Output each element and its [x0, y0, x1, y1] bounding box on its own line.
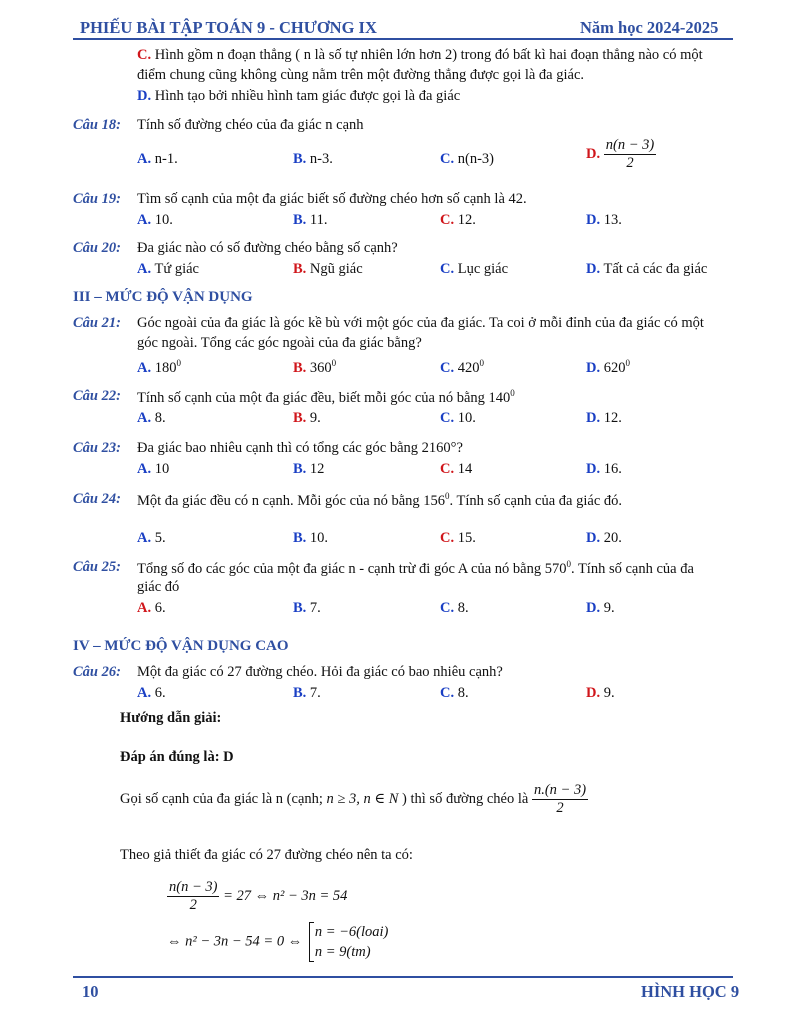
case-1: n = −6(loai)	[314, 924, 389, 940]
q19-option-d: D. 13.	[586, 212, 622, 228]
section-iv-heading: IV – MỨC ĐỘ VẬN DỤNG CAO	[73, 638, 289, 654]
q18-option-c: C. n(n-3)	[440, 151, 494, 167]
q24-label: Câu 24:	[73, 491, 121, 507]
q18-option-d: D. $\frac{n(n - 3)}{2}$	[586, 137, 655, 171]
solution-line1: Gọi số cạnh của đa giác là n (cạnh; n ≥ 3, n ∈ N ) thì số đường chéo là $\frac{n.(n - 3)}{2}$	[120, 782, 587, 816]
q21-option-c: C. $420^0$	[440, 358, 484, 376]
solution-guide-heading: Hướng dẫn giải:	[120, 710, 222, 726]
q24-text: Một đa giác đều có n cạnh. Mỗi góc của nó bằng $156^0$. Tính số cạnh của đa giác đó.	[137, 491, 623, 509]
solution-answer: Đáp án đúng là: D	[120, 749, 234, 765]
header-title: PHIẾU BÀI TẬP TOÁN 9 - CHƯƠNG IX	[80, 18, 377, 37]
q25-option-d: D. 9.	[586, 600, 615, 616]
q21-label: Câu 21:	[73, 315, 121, 331]
q26-option-c: C. 8.	[440, 685, 469, 701]
footer-rule	[73, 976, 733, 978]
q25-option-a: A. 6.	[137, 600, 166, 616]
q23-option-a: A. 10	[137, 461, 170, 477]
q21-option-b: B. $360^0$	[293, 358, 337, 376]
q23-option-b: B. 12	[293, 461, 325, 477]
q25-option-c: C. 8.	[440, 600, 469, 616]
equation-1-fraction: $\frac{n(n - 3)}{2}$	[169, 879, 218, 913]
q23-option-c: C. 14	[440, 461, 473, 477]
q20-text: Đa giác nào có số đường chéo bằng số cạnh?	[137, 240, 398, 256]
header-rule	[73, 38, 733, 40]
q25-option-b: B. 7.	[293, 600, 321, 616]
q19-option-b: B. 11.	[293, 212, 328, 228]
diagonal-formula-fraction: $\frac{n.(n - 3)}{2}$	[533, 782, 587, 816]
q24-option-b: B. 10.	[293, 530, 329, 546]
q25-text-line2: giác đó	[137, 579, 180, 595]
q21-option-d: D. $620^0$	[586, 358, 630, 376]
q18-text: Tính số đường chéo của đa giác n cạnh	[137, 117, 364, 133]
q19-text: Tìm số cạnh của một đa giác biết số đường chéo hơn số cạnh là 42.	[137, 191, 527, 207]
page-number: 10	[82, 982, 99, 1001]
q18-option-a: A. n-1.	[137, 151, 178, 167]
q21-text-line1: Góc ngoài của đa giác là góc kề bù với một góc của đa giác. Ta coi ở mỗi đỉnh của đa giác có một	[137, 315, 704, 331]
footer-subject: HÌNH HỌC 9	[641, 982, 740, 1001]
q23-option-d: D. 16.	[586, 461, 622, 477]
q20-label: Câu 20:	[73, 240, 121, 256]
header-year: Năm học 2024-2025	[580, 18, 719, 37]
q23-text: Đa giác bao nhiêu cạnh thì có tổng các góc bằng 2160°?	[137, 440, 463, 456]
prev-option-c: C. Hình gồm n đoạn thẳng ( n là số tự nhiên lớn hơn 2) trong đó bất kì hai đoạn thẳng nào có một	[137, 47, 703, 63]
q24-option-d: D. 20.	[586, 530, 622, 546]
case-bracket	[309, 922, 389, 962]
q20-option-d: D. Tất cả các đa giác	[586, 261, 708, 277]
case-2: n = 9(tm)	[314, 944, 371, 960]
q21-text-line2: góc ngoài. Tổng các góc ngoài của đa giác bằng?	[137, 335, 422, 351]
q18-label: Câu 18:	[73, 117, 121, 133]
q25-text-line1: Tổng số đo các góc của một đa giác n - cạnh trừ đi góc A của nó bằng $570^0$. Tính số cạnh của đa	[137, 559, 694, 577]
q22-option-a: A. 8.	[137, 410, 166, 426]
prev-option-d: D. Hình tạo bởi nhiều hình tam giác được gọi là đa giác	[137, 88, 461, 104]
section-iii-heading: III – MỨC ĐỘ VẬN DỤNG	[73, 289, 253, 305]
q22-option-c: C. 10.	[440, 410, 476, 426]
solution-equation-2: ⇔ n² − 3n − 54 = 0 ⇔ n = −6(loai) n = 9(tm)	[167, 924, 389, 960]
q26-option-d: D. 9.	[586, 685, 615, 701]
q22-option-b: B. 9.	[293, 410, 321, 426]
q20-option-b: B. Ngũ giác	[293, 261, 363, 277]
q22-text: Tính số cạnh của một đa giác đều, biết mỗi góc của nó bằng $140^0$	[137, 388, 515, 406]
solution-line2: Theo giả thiết đa giác có 27 đường chéo nên ta có:	[120, 847, 413, 863]
q24-option-c: C. 15.	[440, 530, 476, 546]
q22-label: Câu 22:	[73, 388, 121, 404]
q18-d-fraction: $\frac{n(n - 3)}{2}$	[605, 137, 655, 171]
q19-option-c: C. 12.	[440, 212, 476, 228]
q25-label: Câu 25:	[73, 559, 121, 575]
q19-label: Câu 19:	[73, 191, 121, 207]
q26-label: Câu 26:	[73, 664, 121, 680]
q20-option-c: C. Lục giác	[440, 261, 509, 277]
q19-option-a: A. 10.	[137, 212, 173, 228]
q22-option-d: D. 12.	[586, 410, 622, 426]
q18-option-b: B. n-3.	[293, 151, 333, 167]
q23-label: Câu 23:	[73, 440, 121, 456]
q24-option-a: A. 5.	[137, 530, 166, 546]
q26-text: Một đa giác có 27 đường chéo. Hỏi đa giác có bao nhiêu cạnh?	[137, 664, 503, 680]
q26-option-b: B. 7.	[293, 685, 321, 701]
q26-option-a: A. 6.	[137, 685, 166, 701]
solution-equation-1: $\frac{n(n - 3)}{2}$ = 27 ⇔ n² − 3n = 54	[169, 879, 348, 913]
q20-option-a: A. Tứ giác	[137, 261, 199, 277]
q21-option-a: A. $180^0$	[137, 358, 181, 376]
prev-option-c-cont: điểm chung cũng không cùng nằm trên một đường thẳng được gọi là đa giác.	[137, 67, 585, 83]
